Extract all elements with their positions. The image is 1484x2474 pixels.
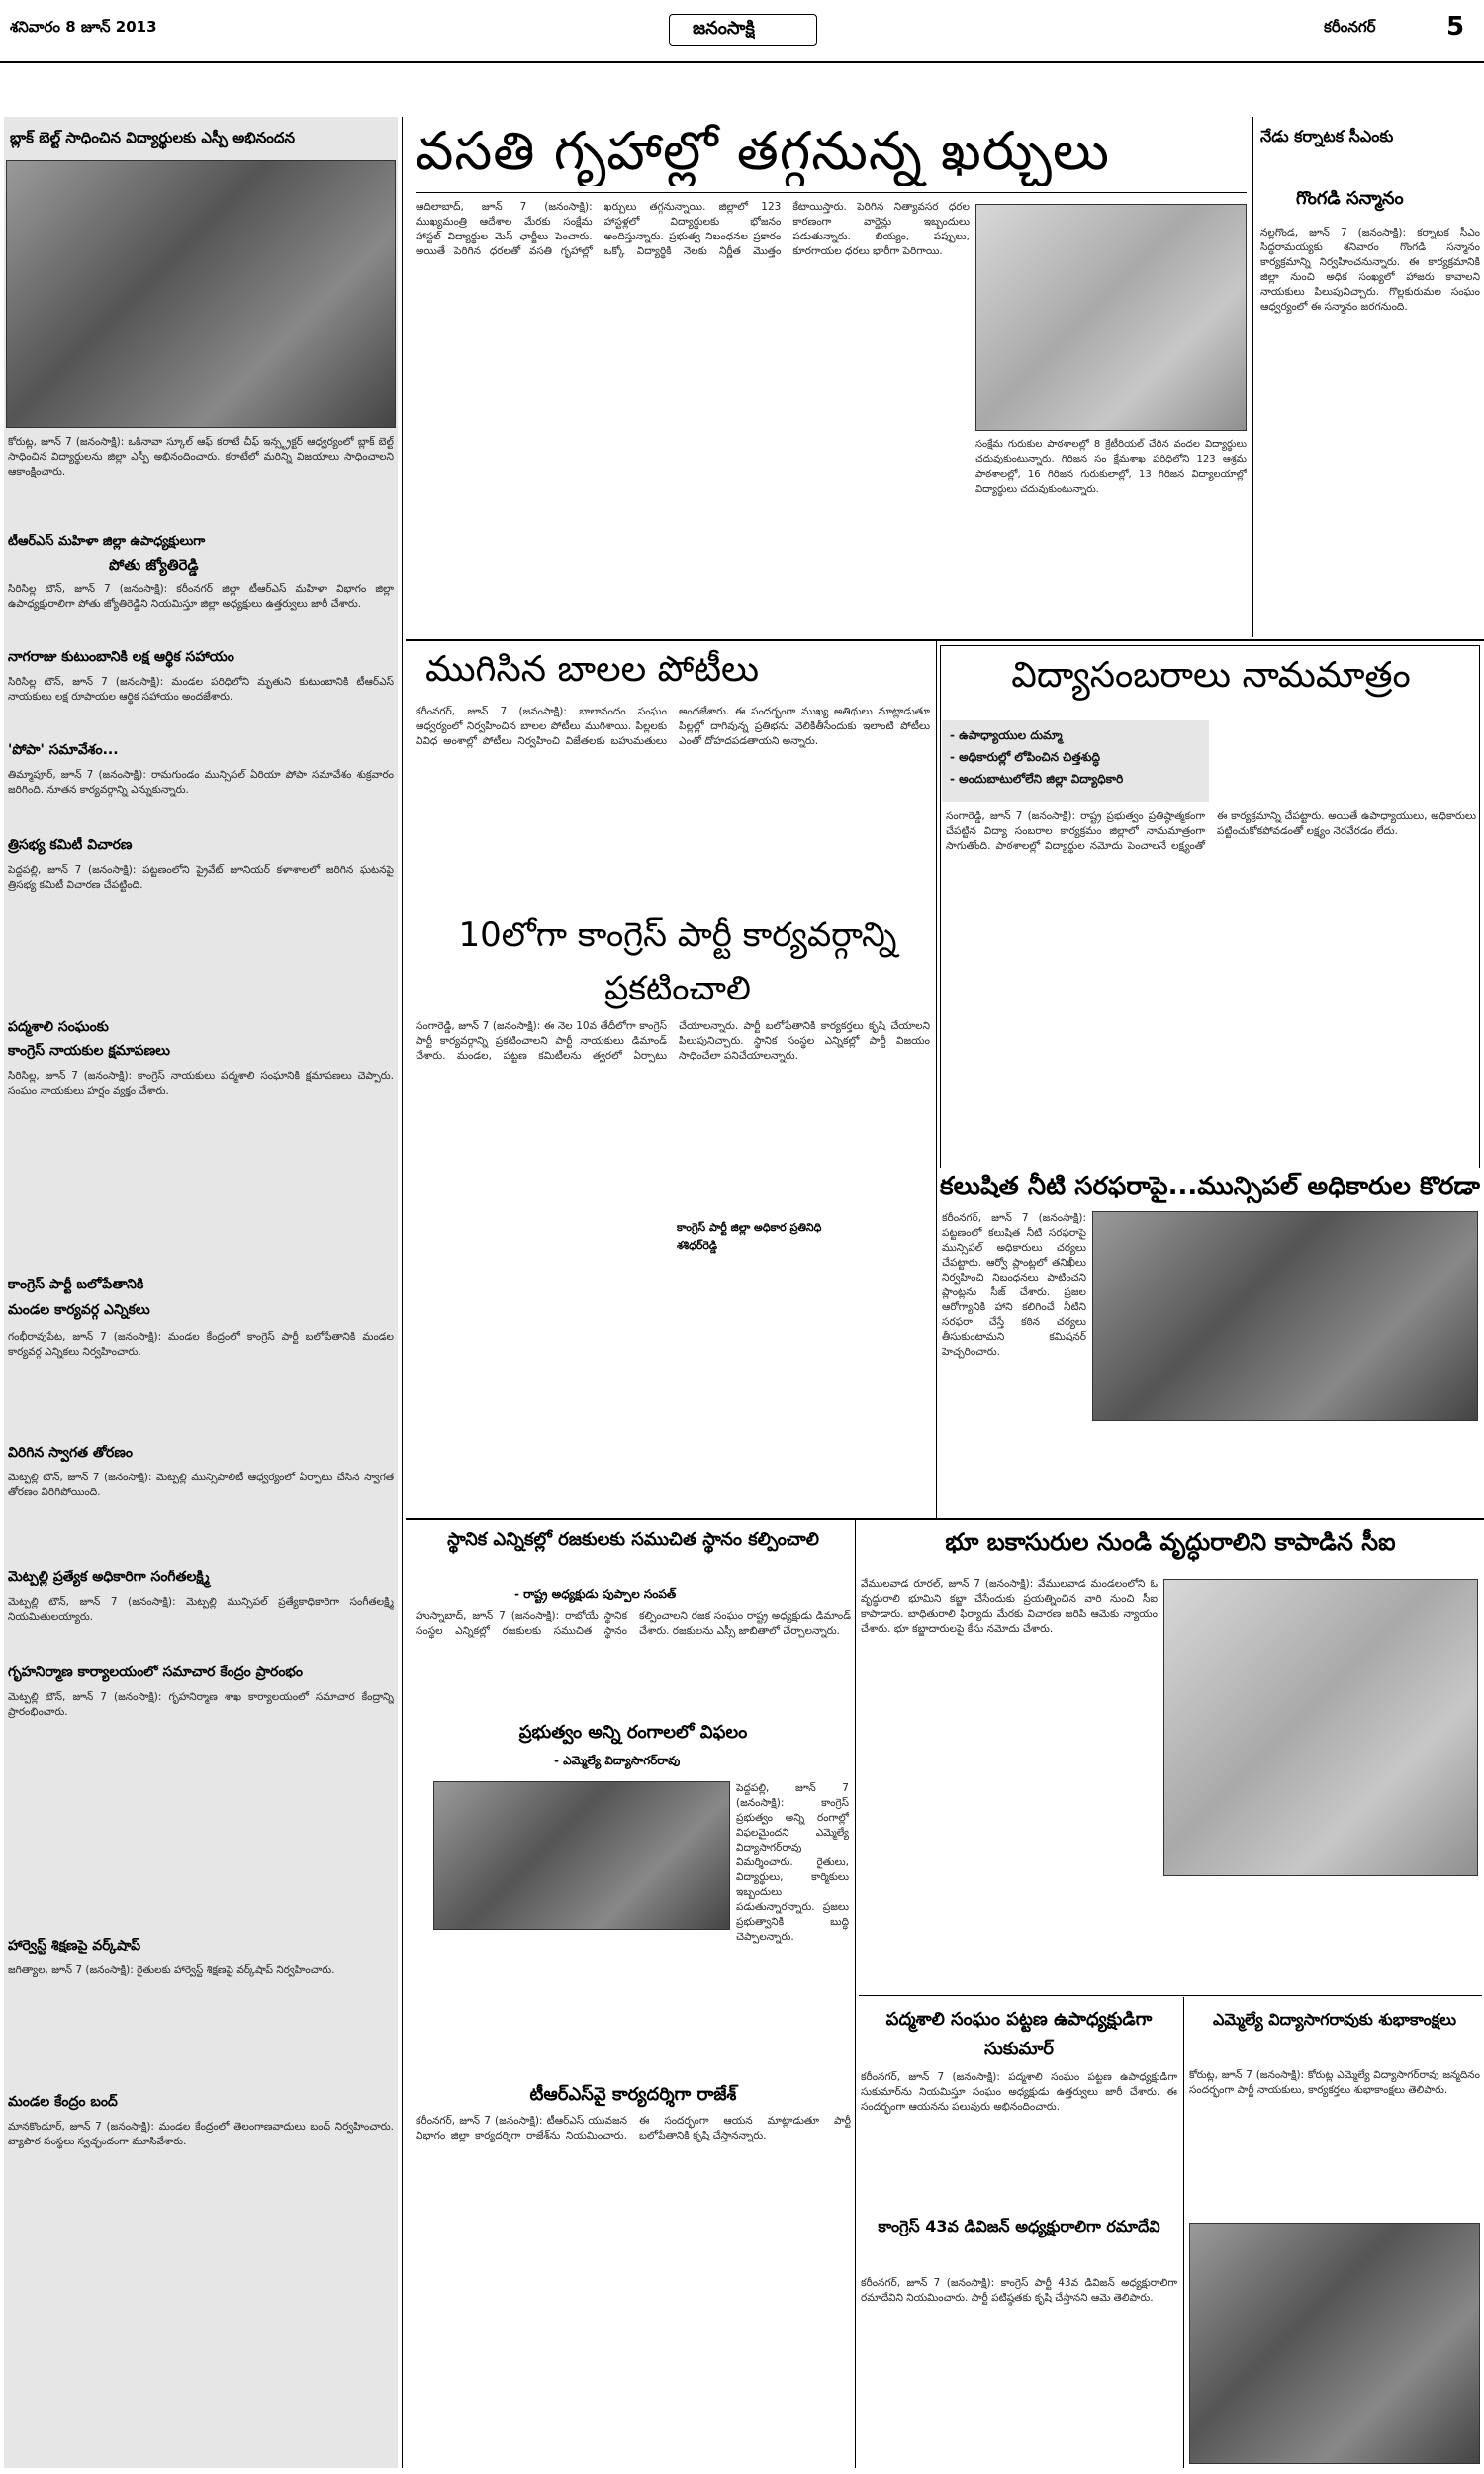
mid-vertical-divider: [936, 641, 937, 1518]
karate-photo: [6, 160, 396, 428]
govt-body: పెద్దపల్లి, జూన్ 7 (జనంసాక్షి): కాంగ్రెస్ ప్రభుత్వం అన్ని రంగాల్లో విఫలమైందని ఎమ్మెల్యే విద్యాసాగర్‌రావు విమర్శించారు. రైతులు, విద్యార్థులు, కార్మికులు ఇబ్బందులు పడుతున్నారన్నారు. ప్రజలు ప్రభుత్వానికి బుద్ధి చెప్పాలన్నారు.: [736, 1782, 849, 1943]
left-item-headline: కాంగ్రెస్ పార్టీ బలోపేతానికి: [8, 1277, 144, 1292]
rajesh-body: కరీంనగర్, జూన్ 7 (జనంసాక్షి): టీఆర్ఎస్ యువజన విభాగం జిల్లా కార్యదర్శిగా రాజేశ్‌ను నియమించారు. ఈ సందర్భంగా ఆయన మాట్లాడుతూ పార్టీ బలోపేతానికి కృషి చేస్తానన్నారు.: [416, 2115, 851, 2141]
govt-headline: ప్రభుత్వం అన్ని రంగాలలో విఫలం: [518, 1722, 748, 1743]
left-item-body: జగిత్యాల, జూన్ 7 (జనంసాక్షి): రైతులకు హార్వెస్ట్ శిక్షణపై వర్క్‌షాప్ నిర్వహించారు.: [8, 1964, 335, 1976]
govt-subheadline: - ఎమ్మెల్యే విద్యాసాగర్‌రావు: [554, 1754, 681, 1767]
left-item-headline: గృహనిర్మాణ కార్యాలయంలో సమాచార కేంద్రం ప్రారంభం: [8, 1665, 304, 1680]
left-item-body: మెట్పల్లి టౌన్, జూన్ 7 (జనంసాక్షి): గృహనిర్మాణ శాఖ కార్యాలయంలో సమాచార కేంద్రాన్ని ప్రారంభించారు.: [8, 1691, 394, 1718]
bottom-mid-divider: [855, 1520, 856, 2468]
section-rule: [406, 639, 1484, 641]
left-item-body: గంభీరావుపేట, జూన్ 7 (జనంసాక్షి): మండల కేంద్రంలో కాంగ్రెస్ పార్టీ బలోపేతానికి మండల కార్యవర్గ ఎన్నికలు నిర్వహించారు.: [8, 1331, 394, 1358]
left-item-body: మానకొండూర్, జూన్ 7 (జనంసాక్షి): మండల కేంద్రంలో తెలంగాణవాదులు బంద్ నిర్వహించారు. వ్యాపార సంస్థలు స్వచ్ఛందంగా మూసివేశారు.: [8, 2121, 394, 2147]
bottom-right-divider: [1183, 1997, 1184, 2468]
page-header: [0, 0, 1484, 61]
ramadevi-headline: కాంగ్రెస్ 43వ డివిజన్ అధ్యక్షురాలిగా రమాదేవి: [878, 2217, 1160, 2236]
header-date: శనివారం 8 జూన్ 2013: [10, 18, 157, 36]
left-item-subheadline: కాంగ్రెస్ నాయకుల క్షమాపణలు: [8, 1043, 170, 1059]
education-bullets: [942, 720, 1209, 802]
land-photo: [1163, 1579, 1478, 1876]
lead-right-divider: [1252, 117, 1253, 637]
masthead-title: జనంసాక్షి: [693, 18, 755, 39]
left-column-divider: [402, 117, 403, 2468]
left-item-headline: విరిగిన స్వాగత తోరణం: [8, 1445, 133, 1461]
left-item-subheadline: పోతు జ్యోతిరెడ్డి: [109, 556, 199, 574]
rajesh-headline: టీఆర్ఎస్‌వై కార్యదర్శిగా రాజేశ్: [529, 2084, 737, 2105]
left-item-body: తిమ్మాపూర్, జూన్ 7 (జనంసాక్షి): రామగుండం మున్సిపల్ ఏరియా పోపా సమావేశం శుక్రవారం జరిగింది. నూతన కార్యవర్గాన్ని ఎన్నుకున్నారు.: [8, 769, 394, 796]
games-headline: ముగిసిన బాలల పోటీలు: [425, 649, 760, 690]
education-bullet: - అధికారుల్లో లోపించిన చిత్తశుద్ధి: [950, 750, 1100, 764]
left-item-headline: పద్మశాలి సంఘంకు: [8, 1019, 109, 1035]
rajakulu-headline: స్థానిక ఎన్నికల్లో రజకులకు సముచిత స్థానం కల్పించాలి: [447, 1529, 819, 1550]
padmashali-headline: పద్మశాలి సంఘం పట్టణ ఉపాధ్యక్షుడిగా సుకుమార్: [885, 2009, 1153, 2059]
right-top-headline: నేడు కర్నాటక సీఎంకు: [1260, 127, 1394, 145]
right-top-body: నల్లగొండ, జూన్ 7 (జనంసాక్షి): కర్నాటక సీఎం సిద్ధరామయ్యకు శనివారం గొంగడి సన్మానం కార్యక్రమాన్ని నిర్వహించనున్నారు. ఈ కార్యక్రమానికి జిల్లా నుంచి అధిక సంఖ్యలో హాజరు కావాలని నాయకులు పిలుపునిచ్చారు. గొల్లకురుమల సంఘం ఆధ్వర్యంలో ఈ సన్మానం జరగనుంది.: [1260, 227, 1480, 313]
header-rule: [0, 61, 1484, 63]
wishes-photo: [1189, 2223, 1480, 2464]
left-item-body: కోరుట్ల, జూన్ 7 (జనంసాక్షి): ఒకినావా స్కూల్ ఆఫ్ కరాటే చీఫ్ ఇన్స్ట్రక్టర్ ఆధ్వర్యంలో బ్లాక్ బెల్ట్ సాధించిన విద్యార్థులను జిల్లా ఎస్పీ అభినందించారు. కరాటేలో మరిన్ని విజయాలు సాధించాలని ఆకాంక్షించారు.: [8, 436, 394, 478]
water-body: కరీంనగర్, జూన్ 7 (జనంసాక్షి): పట్టణంలో కలుషిత నీటి సరఫరాపై మున్సిపల్ అధికారులు చర్యలు చేపట్టారు. ఆర్వో ప్లాంట్లలో తనిఖీలు నిర్వహించి నిబంధనలు పాటించని ప్లాంట్లను సీజ్ చేశారు. ప్రజల ఆరోగ్యానికి హాని కలిగించే నీటిని సరఫరా చేస్తే కఠిన చర్యలు తీసుకుంటామని కమిషనర్ హెచ్చరించారు.: [942, 1212, 1086, 1358]
water-photo: [1092, 1211, 1478, 1421]
left-item-subheadline: మండల కార్యవర్గ ఎన్నికలు: [8, 1302, 150, 1318]
left-item-headline: మండల కేంద్రం బంద్: [8, 2094, 118, 2110]
congress-headline: 10లోగా కాంగ్రెస్ పార్టీ కార్యవర్గాన్ని ప్రకటించాలి: [458, 915, 897, 1008]
wishes-body: కోరుట్ల, జూన్ 7 (జనంసాక్షి): కోరుట్ల ఎమ్మెల్యే విద్యాసాగర్‌రావు జన్మదినం సందర్భంగా పార్టీ నాయకులు, కార్యకర్తలు శుభాకాంక్షలు తెలిపారు.: [1189, 2069, 1480, 2096]
congress-body: సంగారెడ్డి, జూన్ 7 (జనంసాక్షి): ఈ నెల 10వ తేదీలోగా కాంగ్రెస్ పార్టీ కార్యవర్గాన్ని ప్రకటించాలని పార్టీ నాయకులు డిమాండ్ చేశారు. మండల, పట్టణ కమిటీలను త్వరలో ఏర్పాటు చేయాలన్నారు. పార్టీ బలోపేతానికి కార్యకర్తలు కృషి చేయాలని పిలుపునిచ్చారు. స్థానిక సంస్థల ఎన్నికల్లో పార్టీ విజయం సాధించేలా పనిచేయాలన్నారు.: [416, 1020, 930, 1062]
padmashali-body: కరీంనగర్, జూన్ 7 (జనంసాక్షి): పద్మశాలి సంఘం పట్టణ ఉపాధ్యక్షుడిగా సుకుమార్‌ను నియమిస్తూ సంఘం అధ్యక్షుడు ఉత్తర్వులు జారీ చేశారు. ఈ సందర్భంగా ఆయనను పలువురు అభినందించారు.: [861, 2071, 1177, 2113]
hostel-photo: [975, 204, 1247, 431]
left-item-body: సిరిసిల్ల, జూన్ 7 (జనంసాక్షి): కాంగ్రెస్ నాయకులు పద్మశాలి సంఘానికి క్షమాపణలు చెప్పారు. సంఘం నాయకులు హర్షం వ్యక్తం చేశారు.: [8, 1070, 394, 1096]
left-item-body: మెట్పల్లి టౌన్, జూన్ 7 (జనంసాక్షి): మెట్పల్లి మున్సిపల్ ప్రత్యేకాధికారిగా సంగీతలక్ష్మి నియమితులయ్యారు.: [8, 1596, 394, 1623]
left-lead-headline: బ్లాక్ బెల్ట్ సాధించిన విద్యార్థులకు ఎస్పీ అభినందన: [10, 129, 296, 146]
water-headline: కలుషిత నీటి సరఫరాపై...మున్సిపల్ అధికారుల కొరడా: [940, 1168, 1480, 1211]
congress-byline: కాంగ్రెస్ పార్టీ జిల్లా అధికార ప్రతినిధి: [677, 1221, 822, 1234]
rajakulu-body: హుస్నాబాద్, జూన్ 7 (జనంసాక్షి): రాబోయే స్థానిక సంస్థల ఎన్నికల్లో రజకులకు సముచిత స్థానం కల్పించాలని రజక సంఘం రాష్ట్ర అధ్యక్షుడు డిమాండ్ చేశారు. రజకులను ఎస్సీ జాబితాలో చేర్చాలన్నారు.: [416, 1610, 851, 1637]
section-rule: [859, 1995, 1482, 1996]
education-headline: విద్యాసంబరాలు నామమాత్రం: [1011, 655, 1411, 696]
ramadevi-body: కరీంనగర్, జూన్ 7 (జనంసాక్షి): కాంగ్రెస్ పార్టీ 43వ డివిజన్ అధ్యక్షురాలిగా రమాదేవిని నియమించారు. పార్టీ పటిష్ఠతకు కృషి చేస్తానని ఆమె తెలిపారు.: [861, 2277, 1177, 2304]
education-bullet: - ఉపాధ్యాయుల దుమ్మా: [950, 728, 1063, 742]
rajakulu-subheadline: - రాష్ట్ర అధ్యక్షుడు పుప్పాల సంపత్: [514, 1587, 677, 1601]
left-item-headline: హార్వెస్ట్ శిక్షణపై వర్క్‌షాప్: [8, 1938, 141, 1953]
govt-photo: [433, 1781, 730, 1930]
page-number: 5: [1446, 12, 1465, 42]
lead-headline: వసతి గృహాల్లో తగ్గనున్న ఖర్చులు: [416, 120, 1110, 182]
left-item-body: సిరిసిల్ల టౌన్, జూన్ 7 (జనంసాక్షి): మండల పరిధిలోని మృతుని కుటుంబానికి టీఆర్ఎస్ నాయకులు లక్ష రూపాయల ఆర్థిక సహాయం అందజేశారు.: [8, 676, 394, 703]
header-edition: కరీంనగర్: [1324, 18, 1376, 36]
lead-headline-rule: [416, 192, 1247, 193]
left-item-body: మెట్పల్లి టౌన్, జూన్ 7 (జనంసాక్షి): మెట్పల్లి మున్సిపాలిటీ ఆధ్వర్యంలో ఏర్పాటు చేసిన స్వాగత తోరణం విరిగిపోయింది.: [8, 1472, 394, 1498]
congress-byline-name: శశిధర్‌రెడ్డి: [677, 1239, 718, 1252]
left-item-headline: 'పోపా' సమావేశం...: [8, 742, 119, 758]
lead-body: ఆదిలాబాద్, జూన్ 7 (జనంసాక్షి): ముఖ్యమంత్రి ఆదేశాల మేరకు సంక్షేమ హాస్టల్ విద్యార్థుల మెస్ ఛార్జీలు పెంచారు. అయితే పెరిగిన ధరలతో వసతి గృహాల్లో ఖర్చులు తగ్గనున్నాయి. జిల్లాలో 123 హాస్టళ్లలో విద్యార్థులకు భోజనం అందిస్తున్నారు. ప్రభుత్వ నిబంధనల ప్రకారం ఒక్కో విద్యార్థికి నెలకు నిర్ణీత మొత్తం కేటాయిస్తారు. పెరిగిన నిత్యావసర ధరల కారణంగా వార్డెన్లు ఇబ్బందులు పడుతున్నారు. బియ్యం, పప్పులు, కూరగాయల ధరలు భారీగా పెరిగాయి.: [416, 201, 970, 257]
right-top-subheadline: గొంగడి సన్మానం: [1296, 188, 1404, 209]
wishes-headline: ఎమ్మెల్యే విద్యాసాగరావుకు శుభాకాంక్షలు: [1212, 2010, 1457, 2029]
education-bullet: - అందుబాటులోలేని జిల్లా విద్యాధికారి: [950, 772, 1124, 786]
lead-caption: సంక్షేమ గురుకుల పాఠశాలల్లో 8 క్రేటీరియల్ చేరిన వందల విద్యార్థులు చదువుకుంటున్నారు. గిరిజన సం క్షేమశాఖ పరిధిలోని 123 ఆశ్రమ పాఠశాలల్లో, 16 గిరిజన గురుకులాల్లో, 13 గిరిజన విద్యాలయాల్లో విద్యార్థులు చదువుకుంటున్నారు.: [975, 439, 1247, 495]
left-item-headline: నాగరాజు కుటుంబానికి లక్ష ఆర్థిక సహాయం: [8, 649, 234, 665]
left-item-headline: త్రిసభ్య కమిటీ విచారణ: [8, 837, 133, 853]
left-item-headline: టీఆర్ఎస్ మహిళా జిల్లా ఉపాధ్యక్షులుగా: [8, 534, 206, 549]
land-headline: భూ బకాసురుల నుండి వృద్ధురాలిని కాపాడిన సీఐ: [945, 1528, 1396, 1556]
left-item-body: సిరిసిల్ల టౌన్, జూన్ 7 (జనంసాక్షి): కరీంనగర్ జిల్లా టీఆర్ఎస్ మహిళా విభాగం జిల్లా ఉపాధ్యక్షురాలిగా పోతు జ్యోతిరెడ్డిని నియమిస్తూ జిల్లా అధ్యక్షులు ఉత్తర్వులు జారీ చేశారు.: [8, 583, 394, 610]
games-body: కరీంనగర్, జూన్ 7 (జనంసాక్షి): బాలానందం సంఘం ఆధ్వర్యంలో నిర్వహించిన బాలల పోటీలు ముగిశాయి. పిల్లలకు వివిధ అంశాల్లో పోటీలు నిర్వహించి విజేతలకు బహుమతులు అందజేశారు. ఈ సందర్భంగా ముఖ్య అతిథులు మాట్లాడుతూ పిల్లల్లో దాగివున్న ప్రతిభను వెలికితీసేందుకు ఇలాంటి పోటీలు ఎంతో దోహదపడతాయని అన్నారు.: [416, 706, 930, 747]
section-rule: [406, 1518, 1484, 1520]
education-body: సంగారెడ్డి, జూన్ 7 (జనంసాక్షి): రాష్ట్ర ప్రభుత్వం ప్రతిష్ఠాత్మకంగా చేపట్టిన విద్యా సంబరాల కార్యక్రమం జిల్లాలో నామమాత్రంగా సాగుతోంది. పాఠశాలల్లో విద్యార్థుల నమోదు పెంచాలనే లక్ష్యంతో ఈ కార్యక్రమాన్ని చేపట్టారు. అయితే ఉపాధ్యాయులు, అధికారులు పట్టించుకోకపోవడంతో లక్ష్యం నెరవేరడం లేదు.: [946, 810, 1476, 852]
left-item-headline: మెట్పల్లి ప్రత్యేక అధికారిగా సంగీతలక్ష్మి: [8, 1570, 210, 1585]
left-item-body: పెద్దపల్లి, జూన్ 7 (జనంసాక్షి): పట్టణంలోని ప్రైవేట్ జూనియర్ కళాశాలలో జరిగిన ఘటనపై త్రిసభ్య కమిటీ విచారణ చేపట్టింది.: [8, 864, 394, 891]
land-body: వేములవాడ రూరల్, జూన్ 7 (జనంసాక్షి): వేములవాడ మండలంలోని ఓ వృద్ధురాలి భూమిని కబ్జా చేసేందుకు ప్రయత్నించిన వారి నుంచి సీఐ కాపాడారు. బాధితురాలి ఫిర్యాదు మేరకు విచారణ జరిపి ఆమెకు న్యాయం చేశారు. భూ కబ్జాదారులపై కేసు నమోదు చేశారు.: [861, 1578, 1158, 1635]
